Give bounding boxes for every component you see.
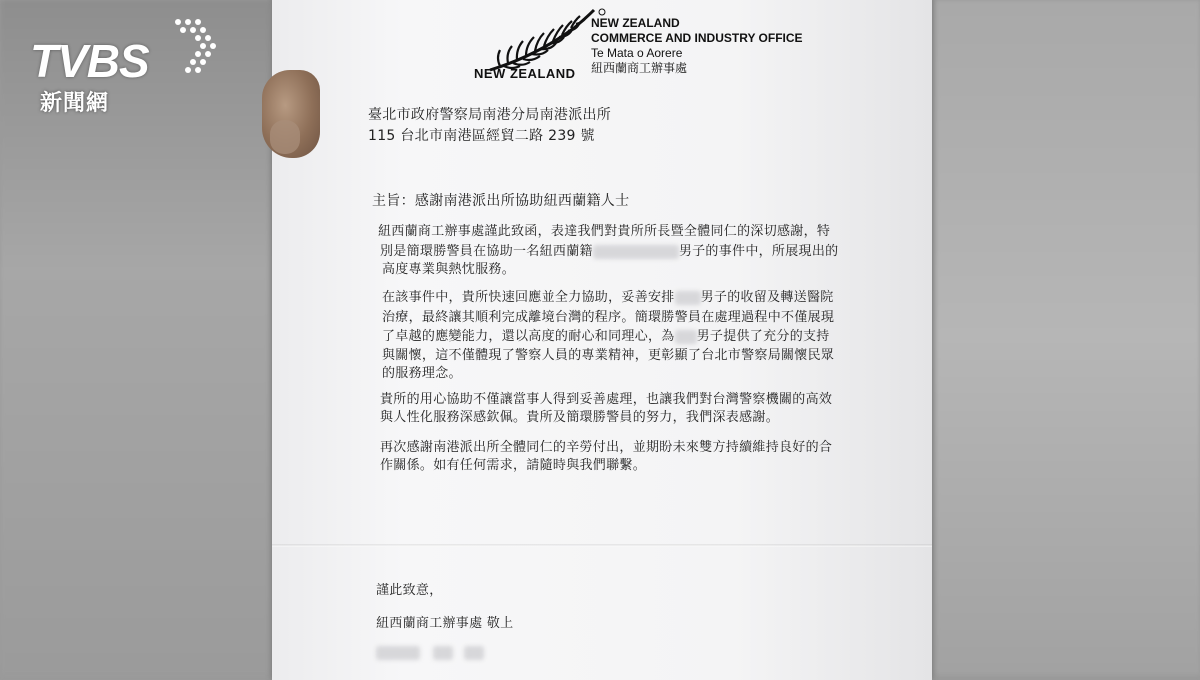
thumb-nail — [270, 120, 300, 154]
closing-salutation: 謹此致意， — [376, 583, 443, 598]
redacted-name — [675, 291, 701, 305]
office-line: Te Mata o Aorere — [591, 46, 683, 60]
brand-subtitle: 新聞網 — [40, 91, 110, 116]
redacted-name — [675, 330, 697, 344]
office-line: COMMERCE AND INDUSTRY OFFICE — [591, 31, 803, 45]
dots-icon — [138, 16, 228, 76]
paragraph-line: 紐西蘭商工辦事處謹此致函，表達我們對貴所所長暨全體同仁的深切感謝，特 — [378, 224, 831, 239]
paragraph-line: 貴所的用心協助不僅讓當事人得到妥善處理，也讓我們對台灣警察機關的高效 — [380, 392, 833, 407]
redacted-block — [376, 646, 420, 660]
background-right — [935, 0, 1200, 675]
paragraph-segment: 了卓越的應變能力，還以高度的耐心和同理心，為 — [382, 329, 675, 344]
paragraph-segment: 男子提供了充分的支持 — [696, 329, 830, 344]
recipient-address: 115 台北市南港區經貿二路 239 號 — [368, 128, 595, 144]
subject-line: 主旨：感謝南港派出所協助紐西蘭籍人士 — [372, 193, 630, 209]
paragraph-line: 再次感謝南港派出所全體同仁的辛勞付出，並期盼未來雙方持續維持良好的合 — [380, 440, 833, 455]
tvbs-logo — [30, 14, 220, 114]
office-line: 紐西蘭商工辦事處 — [591, 61, 688, 75]
paragraph-line: 高度專業與熱忱服務。 — [382, 262, 516, 277]
paragraph-line: 的服務理念。 — [382, 366, 462, 381]
letter-paper — [272, 0, 932, 680]
redacted-block — [433, 646, 453, 660]
redacted-block — [464, 646, 484, 660]
office-address-block — [591, 16, 803, 76]
logo-wordmark: NEW ZEALAND — [474, 66, 576, 81]
recipient-name: 臺北市政府警察局南港分局南港派出所 — [368, 107, 612, 123]
redacted-signature — [376, 642, 484, 661]
redacted-name — [593, 245, 679, 259]
paragraph-line: 與關懷，這不僅體現了警察人員的專業精神，更彰顯了台北市警察局關懷民眾 — [382, 348, 835, 363]
paragraph-line — [382, 327, 830, 347]
closing-sender: 紐西蘭商工辦事處 敬上 — [376, 616, 514, 631]
paper-fold — [272, 544, 932, 547]
paragraph-segment: 男子的收留及轉送醫院 — [700, 290, 834, 305]
brand-wordmark: TVBS — [30, 35, 149, 87]
paragraph-segment: 別是簡環勝警員在協助一名紐西蘭籍 — [380, 244, 593, 259]
paragraph-line — [382, 288, 834, 308]
paragraph-line: 作關係。如有任何需求，請隨時與我們聯繫。 — [380, 458, 647, 473]
paragraph-segment: 在該事件中，貴所快速回應並全力協助，妥善安排 — [382, 290, 675, 305]
office-line: NEW ZEALAND — [591, 16, 680, 30]
paragraph-line: 與人性化服務深感欽佩。貴所及簡環勝警員的努力，我們深表感謝。 — [380, 410, 780, 425]
paragraph-segment: 男子的事件中，所展現出的 — [678, 244, 839, 259]
paragraph-line: 治療，最終讓其順利完成離境台灣的程序。簡環勝警員在處理過程中不僅展現 — [382, 310, 835, 325]
paragraph-line — [380, 242, 838, 262]
